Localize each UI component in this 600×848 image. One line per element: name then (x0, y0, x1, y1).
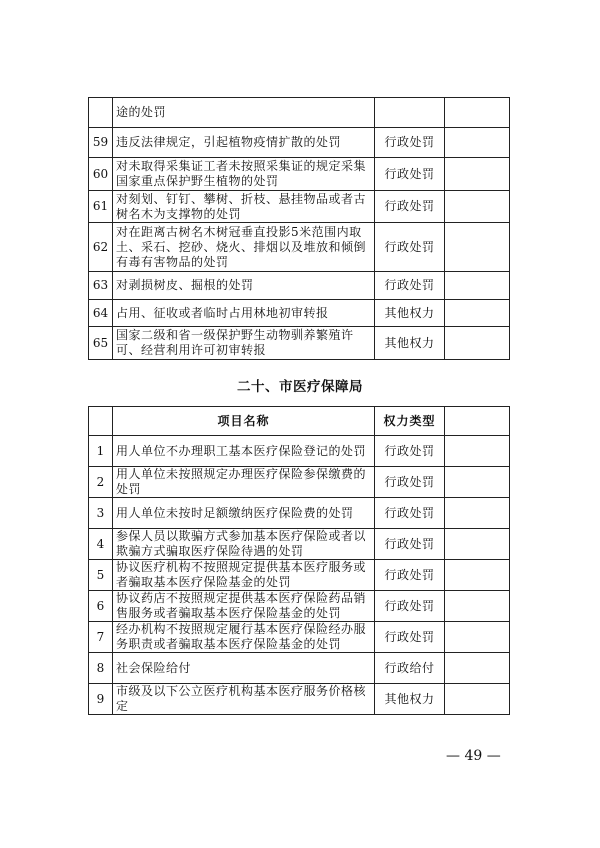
item-name: 对在距离古树名木树冠垂直投影5米范围内取土、采石、挖砂、烧火、排烟以及堆放和倾倒有毒有害物品的处罚 (113, 223, 375, 272)
item-name: 占用、征收或者临时占用林地初审转报 (113, 300, 375, 327)
power-type: 其他权力 (375, 300, 445, 327)
extra-cell (445, 498, 510, 529)
table-row (89, 300, 510, 327)
table-row (89, 653, 510, 684)
power-type: 行政处罚 (375, 467, 445, 498)
item-number: 6 (89, 591, 113, 622)
table-row (89, 622, 510, 653)
item-number: 7 (89, 622, 113, 653)
item-name: 用人单位未按时足额缴纳医疗保险费的处罚 (113, 498, 375, 529)
table-row (89, 467, 510, 498)
header-item-name: 项目名称 (113, 407, 375, 436)
table-row (89, 591, 510, 622)
power-type: 行政处罚 (375, 529, 445, 560)
item-number: 63 (89, 272, 113, 300)
extra-cell (445, 98, 510, 128)
item-name: 用人单位未按照规定办理医疗保险参保缴费的处罚 (113, 467, 375, 498)
item-number: 62 (89, 223, 113, 272)
item-number: 61 (89, 191, 113, 223)
header-extra-cell (445, 407, 510, 436)
item-name: 国家二级和省一级保护野生动物驯养繁殖许可、经营利用许可初审转报 (113, 327, 375, 360)
item-name: 对未取得采集证工者未按照采集证的规定采集国家重点保护野生植物的处罚 (113, 158, 375, 191)
item-number: 8 (89, 653, 113, 684)
power-type: 行政处罚 (375, 560, 445, 591)
power-type (375, 98, 445, 128)
table-row (89, 128, 510, 158)
item-number: 65 (89, 327, 113, 360)
item-name: 社会保险给付 (113, 653, 375, 684)
item-number: 1 (89, 436, 113, 467)
power-type: 其他权力 (375, 327, 445, 360)
extra-cell (445, 622, 510, 653)
power-list-table-forestry (88, 97, 510, 360)
power-type: 行政给付 (375, 653, 445, 684)
item-name: 对剥损树皮、掘根的处罚 (113, 272, 375, 300)
power-type: 行政处罚 (375, 591, 445, 622)
extra-cell (445, 467, 510, 498)
item-number: 4 (89, 529, 113, 560)
item-number: 5 (89, 560, 113, 591)
extra-cell (445, 128, 510, 158)
item-number: 59 (89, 128, 113, 158)
table-row (89, 158, 510, 191)
item-name: 用人单位不办理职工基本医疗保险登记的处罚 (113, 436, 375, 467)
power-type: 行政处罚 (375, 191, 445, 223)
extra-cell (445, 653, 510, 684)
item-name: 对刻划、钉钉、攀树、折枝、悬挂物品或者古树名木为支撑物的处罚 (113, 191, 375, 223)
item-number: 2 (89, 467, 113, 498)
table-row (89, 327, 510, 360)
item-name: 参保人员以欺骗方式参加基本医疗保险或者以欺骗方式骗取医疗保险待遇的处罚 (113, 529, 375, 560)
item-name: 市级及以下公立医疗机构基本医疗服务价格核定 (113, 684, 375, 715)
table-row (89, 98, 510, 128)
extra-cell (445, 436, 510, 467)
power-type: 行政处罚 (375, 436, 445, 467)
power-type: 其他权力 (375, 684, 445, 715)
extra-cell (445, 560, 510, 591)
power-type: 行政处罚 (375, 272, 445, 300)
item-number: 3 (89, 498, 113, 529)
power-type: 行政处罚 (375, 128, 445, 158)
extra-cell (445, 300, 510, 327)
extra-cell (445, 272, 510, 300)
item-name: 协议医疗机构不按照规定提供基本医疗服务或者骗取基本医疗保险基金的处罚 (113, 560, 375, 591)
extra-cell (445, 327, 510, 360)
table-row (89, 272, 510, 300)
power-type: 行政处罚 (375, 622, 445, 653)
item-name: 违反法律规定，引起植物疫情扩散的处罚 (113, 128, 375, 158)
item-name: 协议药店不按照规定提供基本医疗保险药品销售服务或者骗取基本医疗保险基金的处罚 (113, 591, 375, 622)
section-title: 二十、市医疗保障局 (237, 379, 363, 395)
table-row (89, 684, 510, 715)
power-type: 行政处罚 (375, 498, 445, 529)
table-row (89, 191, 510, 223)
table-row (89, 560, 510, 591)
item-number (89, 98, 113, 128)
page-number: — 49 — (446, 748, 501, 764)
table-row (89, 498, 510, 529)
table-header-row (89, 407, 510, 436)
item-number: 60 (89, 158, 113, 191)
header-power-type: 权力类型 (375, 407, 445, 436)
extra-cell (445, 591, 510, 622)
item-name: 途的处罚 (113, 98, 375, 128)
table-row (89, 529, 510, 560)
item-number: 64 (89, 300, 113, 327)
extra-cell (445, 529, 510, 560)
power-list-table-medical-security (88, 406, 510, 715)
table-row (89, 223, 510, 272)
extra-cell (445, 158, 510, 191)
table-row (89, 436, 510, 467)
extra-cell (445, 684, 510, 715)
power-type: 行政处罚 (375, 223, 445, 272)
item-name: 经办机构不按照规定履行基本医疗保险经办服务职责或者骗取基本医疗保险基金的处罚 (113, 622, 375, 653)
power-type: 行政处罚 (375, 158, 445, 191)
extra-cell (445, 223, 510, 272)
item-number: 9 (89, 684, 113, 715)
header-num-cell (89, 407, 113, 436)
extra-cell (445, 191, 510, 223)
